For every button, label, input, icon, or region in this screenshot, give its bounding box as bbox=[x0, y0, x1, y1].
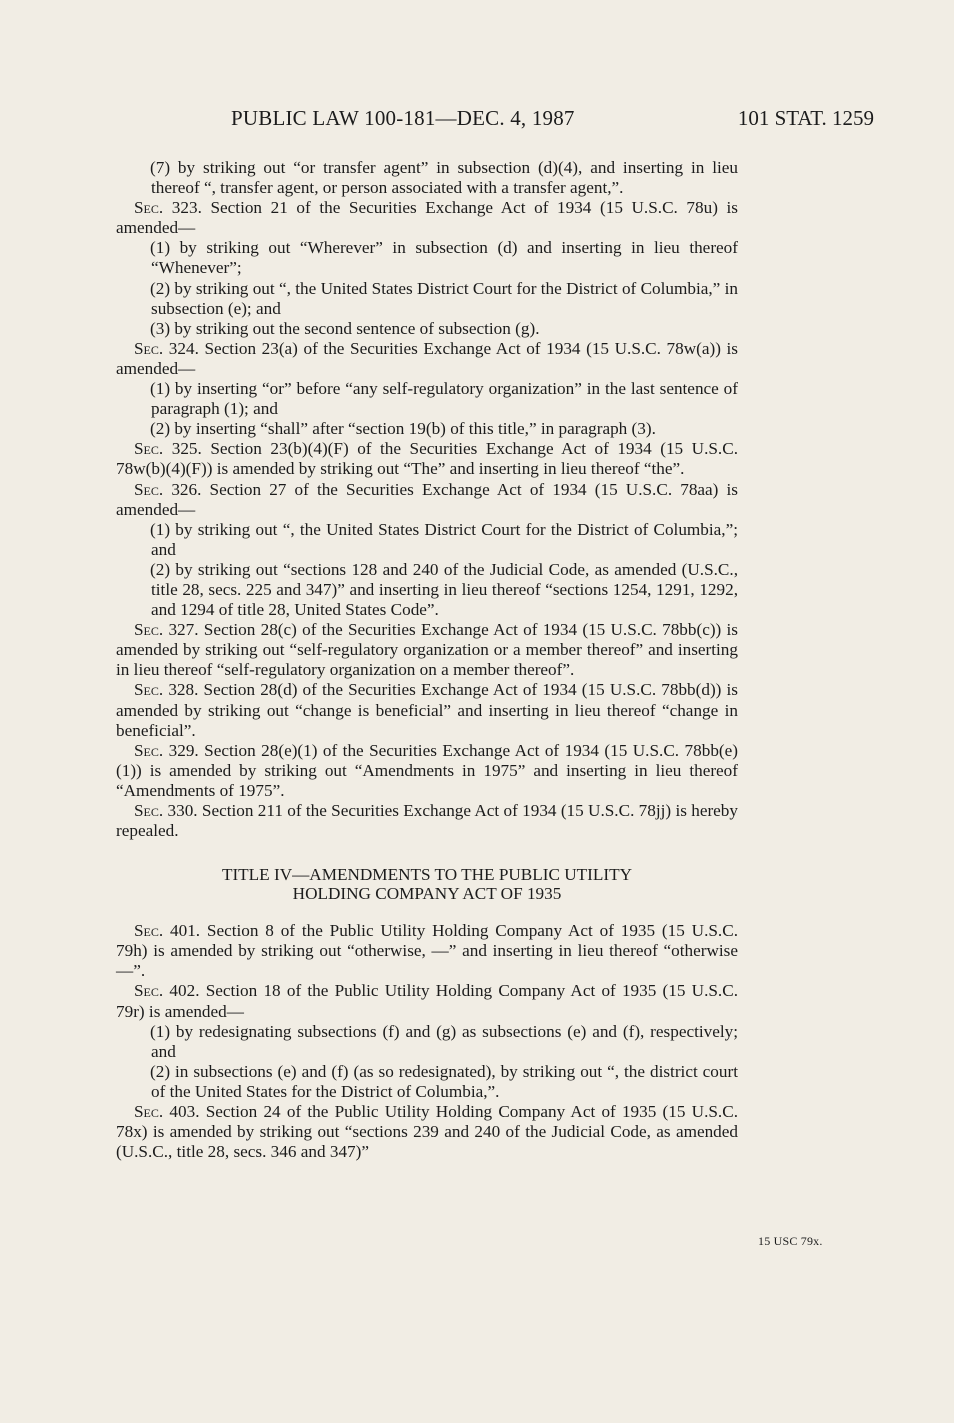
paragraph-text: (2) in subsections (e) and (f) (as so redesignated), by striking out “, the district court of the United States for the District of Columbia,”. bbox=[150, 1061, 738, 1101]
paragraph-text: (1) by striking out “, the United States District Court for the District of Columbia,”; and bbox=[150, 519, 738, 559]
paragraph-text: 330. Section 211 of the Securities Exchange Act of 1934 (15 U.S.C. 78jj) is hereby repealed. bbox=[116, 801, 738, 841]
section-paragraph bbox=[116, 1102, 738, 1162]
section-label: Sec. bbox=[134, 981, 164, 1001]
section-paragraph bbox=[116, 921, 738, 981]
paragraph-text: (2) by striking out “sections 128 and 240 of the Judicial Code, as amended (U.S.C., title 28, secs. 225 and 347)” and inserting in lieu thereof “sections 1254, 1291, 1292, and 1294 of title 28, United States Code”. bbox=[150, 559, 738, 620]
section-paragraph bbox=[116, 741, 738, 801]
title-iv-line-2: HOLDING COMPANY ACT OF 1935 bbox=[292, 884, 562, 904]
section-label: Sec. bbox=[134, 198, 164, 218]
section-paragraph bbox=[116, 680, 738, 740]
margin-citation: 15 USC 79x. bbox=[758, 1234, 823, 1248]
paragraph-text: 403. Section 24 of the Public Utility Holding Company Act of 1935 (15 U.S.C. 78x) is amended by striking out “sections 239 and 240 of the Judicial Code, as amended (U.S.C., title 28, secs. 346 and 347)” bbox=[116, 1102, 738, 1162]
stat-page-number: 101 STAT. 1259 bbox=[737, 106, 874, 130]
paragraph-text: 326. Section 27 of the Securities Exchange Act of 1934 (15 U.S.C. 78aa) is amended— bbox=[116, 479, 738, 519]
clause-paragraph bbox=[116, 158, 738, 198]
paragraph-text: 325. Section 23(b)(4)(F) of the Securities Exchange Act of 1934 (15 U.S.C. 78w(b)(4)(F)) is amended by striking out “The” and inserting in lieu thereof “the”. bbox=[116, 439, 738, 479]
clause-paragraph bbox=[116, 379, 738, 419]
paragraph-text: (1) by redesignating subsections (f) and (g) as subsections (e) and (f), respectively; and bbox=[150, 1021, 738, 1061]
paragraph-text: (2) by inserting “shall” after “section 19(b) of this title,” in paragraph (3). bbox=[150, 419, 656, 439]
section-label: Sec. bbox=[134, 921, 164, 941]
paragraph-text: (3) by striking out the second sentence of subsection (g). bbox=[150, 318, 540, 338]
section-label: Sec. bbox=[134, 680, 164, 700]
section-label: Sec. bbox=[134, 620, 164, 640]
title-iv-heading bbox=[116, 865, 738, 903]
section-paragraph bbox=[116, 801, 738, 841]
section-paragraph bbox=[116, 439, 738, 479]
paragraph-text: 401. Section 8 of the Public Utility Holding Company Act of 1935 (15 U.S.C. 79h) is amended by striking out “otherwise, —” and inserting in lieu thereof “otherwise—”. bbox=[116, 921, 738, 981]
clause-paragraph bbox=[116, 1022, 738, 1062]
section-paragraph bbox=[116, 198, 738, 238]
paragraph-text: (7) by striking out “or transfer agent” in subsection (d)(4), and inserting in lieu thereof “, transfer agent, or person associated with a transfer agent,”. bbox=[150, 158, 738, 198]
paragraph-group-title-iv bbox=[116, 921, 738, 1162]
section-label: Sec. bbox=[134, 338, 164, 358]
clause-paragraph bbox=[116, 238, 738, 278]
section-label: Sec. bbox=[134, 740, 164, 760]
paragraph-text: (1) by striking out “Wherever” in subsection (d) and inserting in lieu thereof “Whenever”; bbox=[150, 238, 738, 278]
paragraph-text: 329. Section 28(e)(1) of the Securities Exchange Act of 1934 (15 U.S.C. 78bb(e)(1)) is amended by striking out “Amendments in 1975” and inserting in lieu thereof “Amendments of 1975”. bbox=[116, 740, 738, 800]
section-label: Sec. bbox=[134, 1102, 164, 1122]
paragraph-group-title-iii bbox=[116, 158, 738, 841]
clause-paragraph bbox=[116, 419, 738, 439]
paragraph-text: 324. Section 23(a) of the Securities Exchange Act of 1934 (15 U.S.C. 78w(a)) is amended— bbox=[116, 338, 738, 378]
paragraph-text: (1) by inserting “or” before “any self-regulatory organization” in the last sentence of paragraph (1); and bbox=[150, 379, 738, 419]
paragraph-text: 323. Section 21 of the Securities Exchange Act of 1934 (15 U.S.C. 78u) is amended— bbox=[116, 198, 738, 238]
document-body bbox=[116, 158, 738, 1162]
clause-paragraph bbox=[116, 279, 738, 319]
page-header bbox=[0, 106, 954, 136]
paragraph-text: 402. Section 18 of the Public Utility Holding Company Act of 1935 (15 U.S.C. 79r) is amended— bbox=[116, 981, 738, 1021]
section-label: Sec. bbox=[134, 439, 164, 459]
clause-paragraph bbox=[116, 560, 738, 620]
section-paragraph bbox=[116, 981, 738, 1021]
paragraph-text: (2) by striking out “, the United States District Court for the District of Columbia,” in subsection (e); and bbox=[150, 278, 738, 318]
section-paragraph bbox=[116, 480, 738, 520]
section-label: Sec. bbox=[134, 479, 164, 499]
section-paragraph bbox=[116, 339, 738, 379]
clause-paragraph bbox=[116, 1062, 738, 1102]
title-iv-line-1: TITLE IV—AMENDMENTS TO THE PUBLIC UTILITY bbox=[221, 865, 633, 885]
paragraph-text: 327. Section 28(c) of the Securities Exchange Act of 1934 (15 U.S.C. 78bb(c)) is amended by striking out “self-regulatory organization or a member thereof” and inserting in lieu thereof “self-regulatory organization on a member thereof”. bbox=[116, 620, 738, 680]
clause-paragraph bbox=[116, 520, 738, 560]
clause-paragraph bbox=[116, 319, 738, 339]
paragraph-text: 328. Section 28(d) of the Securities Exchange Act of 1934 (15 U.S.C. 78bb(d)) is amended by striking out “change is beneficial” and inserting in lieu thereof “change in beneficial”. bbox=[116, 680, 738, 740]
section-label: Sec. bbox=[134, 801, 164, 820]
running-title: PUBLIC LAW 100-181—DEC. 4, 1987 bbox=[231, 106, 575, 130]
section-paragraph bbox=[116, 620, 738, 680]
